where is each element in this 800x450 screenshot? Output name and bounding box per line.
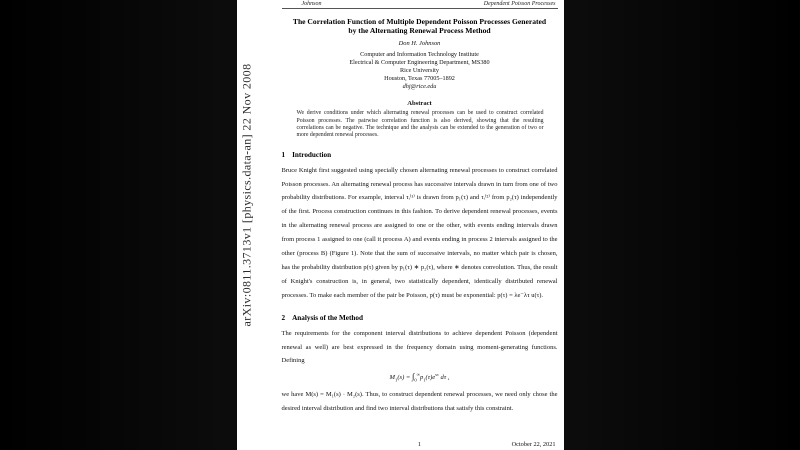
eq-exponent: sτ xyxy=(435,372,439,378)
equation-moment-generating-function xyxy=(282,371,558,382)
eq-integrand-subscript: 1 xyxy=(423,377,426,383)
section-1-heading xyxy=(282,151,558,159)
running-header-title: Dependent Poisson Processes xyxy=(483,1,556,7)
eq-integrand-rest: (τ)e xyxy=(425,374,436,382)
page-footer xyxy=(282,441,558,448)
section-2-number: 2 xyxy=(281,313,286,322)
running-header xyxy=(282,0,558,9)
affiliation-line-institute: Computer and Information Technology Institute xyxy=(360,51,479,59)
eq-equals: (s) = xyxy=(397,374,413,382)
affiliation-line-department: Electrical & Computer Engineering Department, MS380 xyxy=(349,59,490,67)
section-1-body: Bruce Knight first suggested using specially chosen alternating renewal processes to construct correlated Poisson processes. An alternating renewal process has successive intervals drawn in turn from one of two probability distributions. For example, interval τᵢ⁽¹⁾ is drawn from p₁(τ) and τᵢ⁽²⁾ from p₂(τ) independently of the first. Process construction continues in this fashion. To derive dependent renewal processes, events in the alternating renewal process are assigned to one or the other, with events ending intervals drawn from process 1 assigned to one (call it process A) and events ending in process 2 intervals assigned to the other (process B) (Figure 1). Note that the sum of successive intervals, no matter which pair is chosen, has the probability distribution p(τ) given by p₁(τ) ∗ p₂(τ), where ∗ denotes convolution. Thus, the result of Knight's construction is, in general, two statistically dependent, identically distributed renewal processes. To make each member of the pair be Poisson, p(τ) must be exponential: p(τ) = λe⁻λτ u(τ). xyxy=(281,166,558,299)
integral-sign: ∫ xyxy=(412,371,415,382)
abstract-heading: Abstract xyxy=(407,100,432,108)
section-2-paragraph-1: The requirements for the component interval distributions to achieve dependent Poisson (dependent renewal as well) are best expressed in the frequency domain using moment-generating functions. Defining xyxy=(281,329,558,365)
footer-date: October 22, 2021 xyxy=(511,441,556,448)
paper-title: The Correlation Function of Multiple Dependent Poisson Processes Generated by the Alternating Renewal Process Method xyxy=(292,17,547,36)
integral-upper-limit: ∞ xyxy=(416,372,420,378)
author-email: dhj@rice.edu xyxy=(402,83,437,91)
arxiv-vertical-stamp: arXiv:0811.3713v1 [physics.data-an] 22 Nov 2008 xyxy=(239,63,253,327)
section-1-title: Introduction xyxy=(292,150,332,159)
affiliation-line-address: Houston, Texas 77005–1892 xyxy=(384,75,455,83)
page-content xyxy=(282,0,558,450)
eq-lhs-subscript: 1 xyxy=(395,377,398,383)
running-header-author: Johnson xyxy=(301,1,322,7)
affiliation-block xyxy=(282,51,558,91)
abstract-text: We derive conditions under which alternating renewal processes can be used to construct correlated Poisson processes. The pairwise correlation function is also derived, showing that the resulting correlations can be negative. The technique and the analysis can be extended to the generation of two or more dependent renewal processes. xyxy=(296,110,544,139)
paper-page xyxy=(237,0,564,450)
author-name: Don H. Johnson xyxy=(398,40,441,48)
section-1-number: 1 xyxy=(281,150,286,159)
eq-lhs-M: M xyxy=(389,374,396,382)
eq-integrand-p: p xyxy=(419,374,424,382)
affiliation-line-university: Rice University xyxy=(399,67,439,75)
section-2-heading xyxy=(282,314,558,322)
page-number: 1 xyxy=(417,441,422,448)
section-2-title: Analysis of the Method xyxy=(292,313,363,322)
section-2-paragraph-2: we have M(s) = M₁(s) · M₂(s). Thus, to construct dependent renewal processes, we need only chose the desired interval distribution and find two interval distributions that satisfy this constraint. xyxy=(281,390,558,412)
integral-lower-limit: 0 xyxy=(414,377,417,383)
eq-differential: dτ , xyxy=(438,374,450,382)
